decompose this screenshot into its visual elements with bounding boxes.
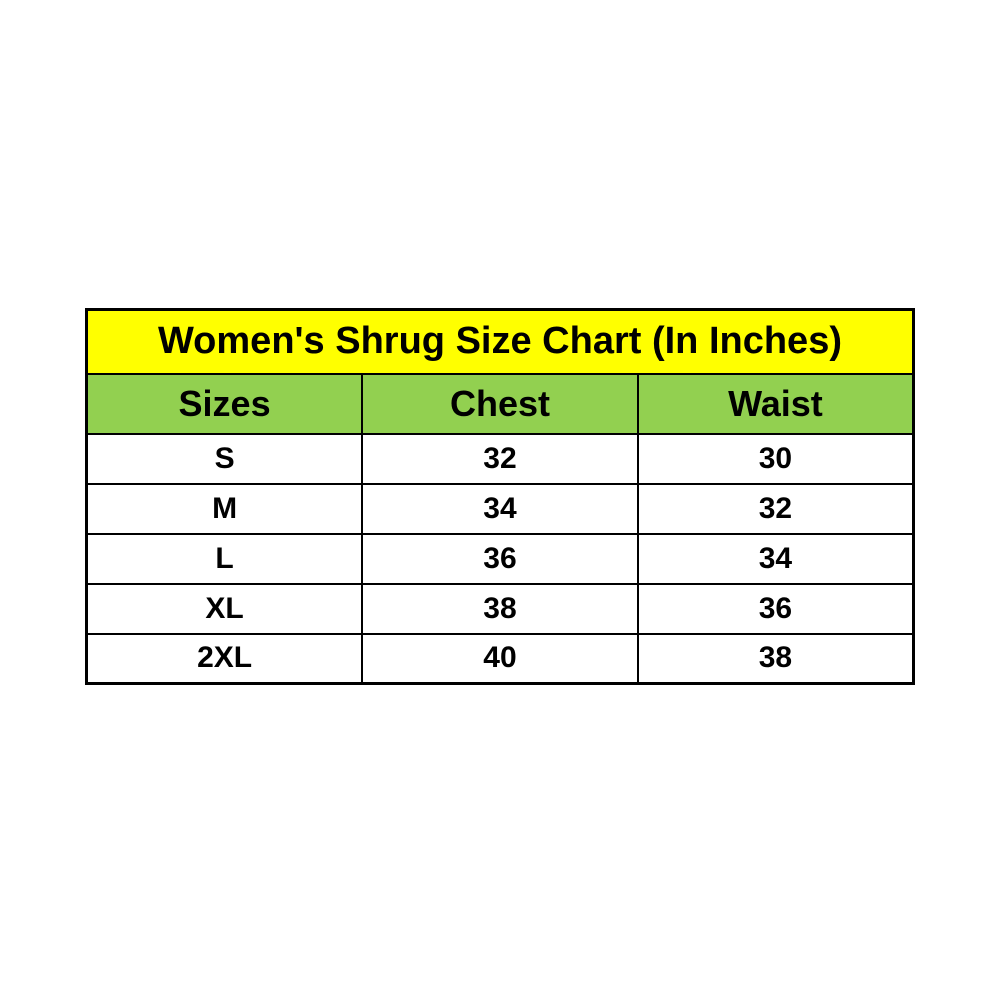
cell-waist: 34	[638, 534, 914, 584]
cell-size: L	[87, 534, 363, 584]
table-header-row	[87, 374, 914, 434]
table-row	[87, 534, 914, 584]
cell-size: XL	[87, 584, 363, 634]
cell-size: S	[87, 434, 363, 484]
table-row	[87, 484, 914, 534]
cell-chest: 40	[362, 634, 638, 684]
size-chart-table	[85, 308, 915, 685]
cell-waist: 36	[638, 584, 914, 634]
cell-waist: 32	[638, 484, 914, 534]
table-row	[87, 584, 914, 634]
cell-chest: 32	[362, 434, 638, 484]
cell-chest: 34	[362, 484, 638, 534]
cell-waist: 30	[638, 434, 914, 484]
cell-chest: 38	[362, 584, 638, 634]
table-title-row	[87, 310, 914, 374]
cell-chest: 36	[362, 534, 638, 584]
table-row	[87, 434, 914, 484]
column-header-sizes: Sizes	[87, 374, 363, 434]
column-header-waist: Waist	[638, 374, 914, 434]
cell-waist: 38	[638, 634, 914, 684]
table-title: Women's Shrug Size Chart (In Inches)	[87, 310, 914, 374]
table-row	[87, 634, 914, 684]
cell-size: M	[87, 484, 363, 534]
column-header-chest: Chest	[362, 374, 638, 434]
cell-size: 2XL	[87, 634, 363, 684]
